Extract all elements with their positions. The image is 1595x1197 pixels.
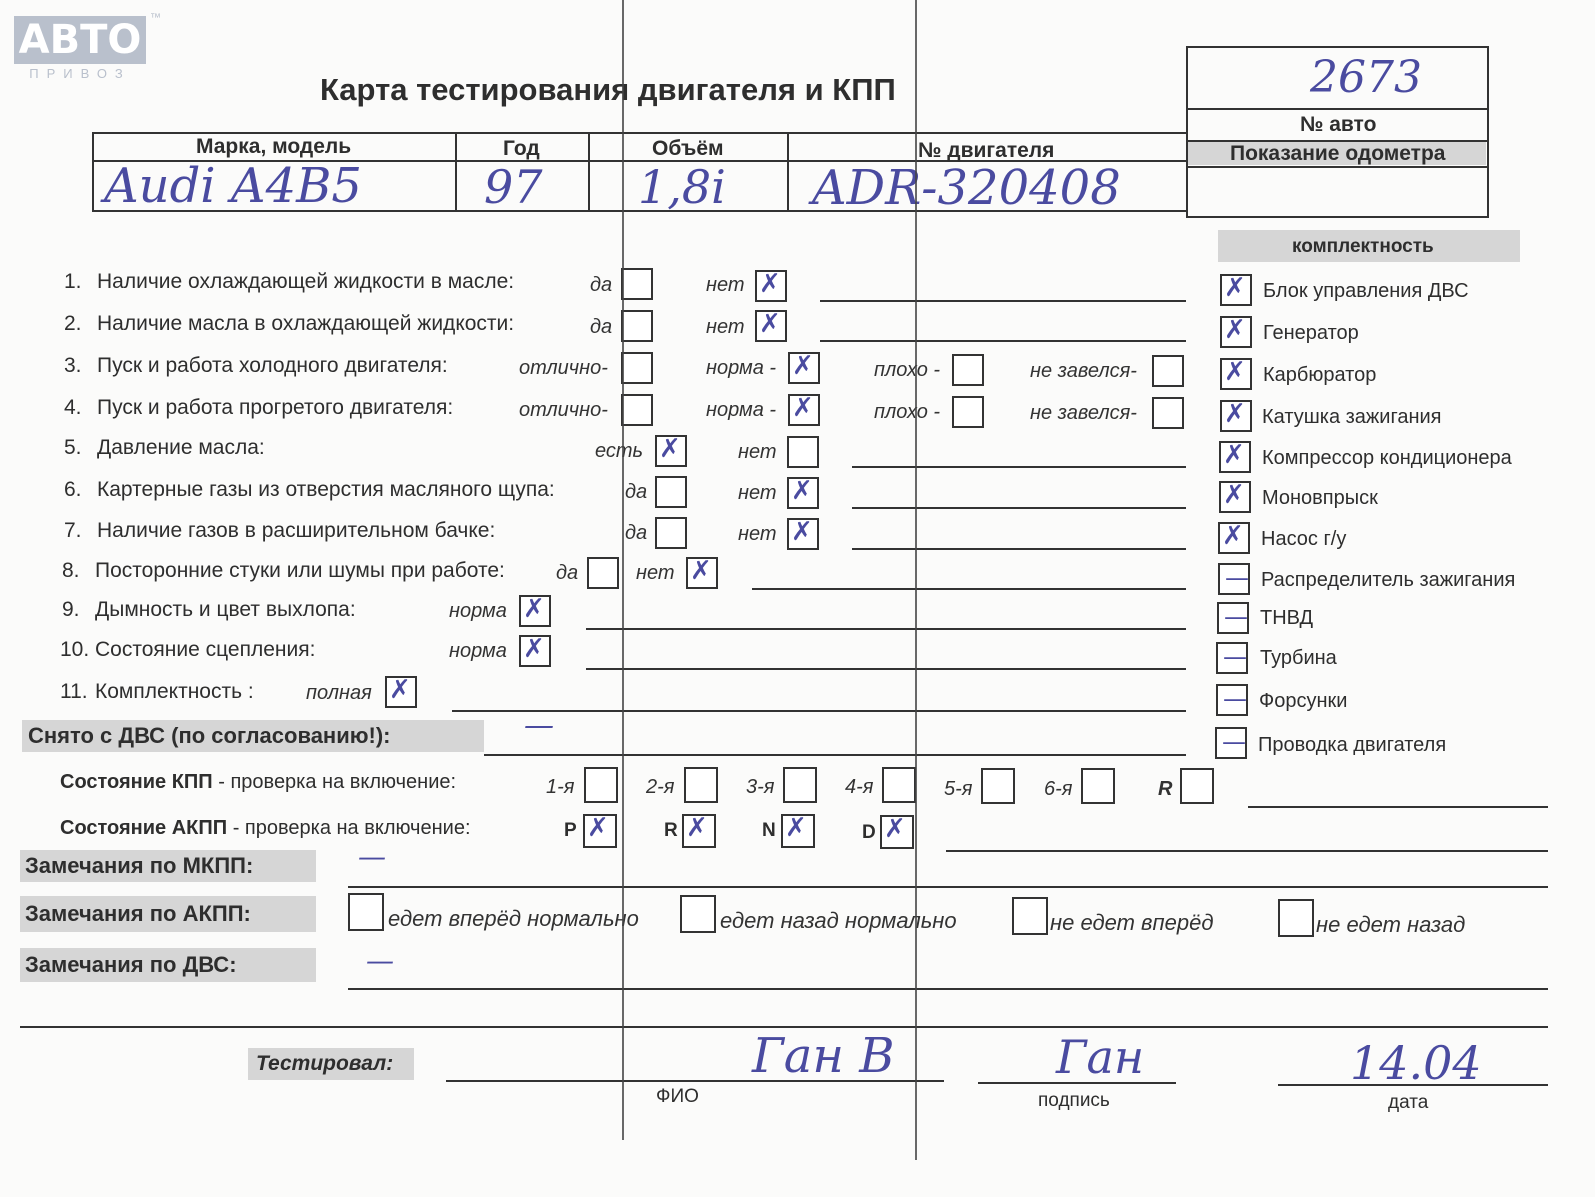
check-3-no-start-checkbox[interactable] [1152, 355, 1184, 387]
check-7-no-checkbox[interactable] [787, 518, 819, 550]
check-mark: ✗ [1224, 273, 1246, 303]
volume-value: 1,8i [638, 160, 726, 214]
check-mark: ✗ [785, 813, 807, 843]
check-mark: ✗ [523, 634, 545, 664]
check-mark: ✗ [659, 434, 681, 464]
dash-mark: — [1225, 564, 1249, 592]
fold-line [622, 0, 624, 1140]
check-4-no-start-checkbox[interactable] [1152, 397, 1184, 429]
check-1-no-checkbox[interactable] [755, 270, 787, 302]
remarks-mkpp-value: — [358, 840, 386, 873]
check-8-number: 8. [62, 559, 80, 582]
check-4-opt-bad: плохо - [874, 401, 941, 423]
check-mark: ✗ [1224, 315, 1246, 345]
check-6-no-checkbox[interactable] [787, 477, 819, 509]
check-1-opt-yes: да [590, 274, 613, 296]
completeness-ac-compressor-checkbox[interactable] [1219, 441, 1251, 473]
engine-number-label: № двигателя [918, 139, 1055, 162]
signature-label: подпись [1038, 1090, 1110, 1111]
check-8-opt-yes: да [556, 562, 579, 584]
completeness-generator-checkbox[interactable] [1220, 316, 1252, 348]
page-title: Карта тестирования двигателя и КПП [320, 72, 896, 107]
check-6-opt-yes: да [625, 481, 648, 503]
brand-value: Audi A4B5 [104, 158, 362, 214]
completeness-distributor-checkbox[interactable] [1218, 563, 1250, 595]
check-9-text: Дымность и цвет выхлопа: [95, 598, 356, 621]
akpp-mode-p-checkbox[interactable] [583, 814, 617, 848]
check-mark: ✗ [587, 813, 609, 843]
completeness-power-steering-pump-label: Насос г/у [1261, 528, 1347, 550]
fold-line [915, 0, 917, 1160]
kpp-gear-2-checkbox[interactable] [684, 767, 718, 803]
check-8-no-checkbox[interactable] [686, 557, 718, 589]
check-3-text: Пуск и работа холодного двигателя: [97, 354, 448, 377]
check-3-opt-bad: плохо - [874, 359, 941, 381]
check-2-no-checkbox[interactable] [755, 310, 787, 342]
check-11-opt-full: полная [306, 682, 372, 704]
check-7-yes-checkbox[interactable] [655, 517, 687, 549]
check-3-normal-checkbox[interactable] [788, 352, 820, 384]
kpp-gear-1-checkbox[interactable] [584, 767, 618, 803]
kpp-gear-r-label: R [1158, 778, 1173, 800]
check-mark: ✗ [1224, 399, 1246, 429]
date-label: дата [1388, 1092, 1429, 1113]
removed-value: — [524, 708, 554, 743]
check-11-full-checkbox[interactable] [385, 676, 417, 708]
completeness-injectors-checkbox[interactable] [1216, 684, 1248, 716]
remarks-akpp-label: Замечания по АКПП: [25, 901, 251, 926]
check-9-opt-normal: норма [449, 600, 507, 622]
check-mark: ✗ [1222, 521, 1244, 551]
check-mark: ✗ [1224, 357, 1246, 387]
completeness-monoinjection-label: Моновпрыск [1262, 487, 1378, 509]
check-mark: ✗ [884, 814, 906, 844]
check-4-normal-checkbox[interactable] [788, 394, 820, 426]
remarks-dvs-label: Замечания по ДВС: [25, 952, 237, 977]
dash-mark: — [1223, 643, 1247, 671]
car-number-label: № авто [1300, 113, 1377, 136]
check-5-opt-no: нет [738, 441, 777, 463]
check-9-normal-checkbox[interactable] [519, 595, 551, 627]
completeness-distributor-label: Распределитель зажигания [1261, 569, 1516, 591]
check-10-opt-normal: норма [449, 640, 507, 662]
akpp-reverse-ok-label: едет назад нормально [720, 908, 957, 933]
kpp-gear-6-label: 6-я [1044, 778, 1073, 800]
akpp-mode-p-label: P [564, 820, 577, 841]
akpp-label-rest: - проверка на включение: [227, 817, 471, 839]
completeness-generator-label: Генератор [1263, 322, 1359, 344]
completeness-ignition-coil-checkbox[interactable] [1220, 400, 1252, 432]
check-3-opt-excellent: отлично- [519, 357, 608, 379]
tested-by-label: Тестировал: [256, 1052, 394, 1075]
completeness-ignition-coil-label: Катушка зажигания [1262, 406, 1442, 428]
akpp-forward-ok-checkbox[interactable] [348, 893, 384, 931]
kpp-gear-2-label: 2-я [646, 776, 675, 798]
check-11-text: Комплектность : [95, 680, 254, 703]
dash-mark: — [1224, 603, 1248, 631]
kpp-gear-5-checkbox[interactable] [981, 768, 1015, 804]
check-6-opt-no: нет [738, 482, 777, 504]
kpp-gear-3-label: 3-я [746, 776, 775, 798]
akpp-mode-d-label: D [862, 822, 876, 843]
check-2-opt-yes: да [590, 316, 613, 338]
check-2-text: Наличие масла в охлаждающей жидкости: [97, 312, 515, 335]
kpp-label-rest: - проверка на включение: [212, 771, 457, 793]
check-mark: ✗ [1223, 440, 1245, 470]
check-3-bad-checkbox[interactable] [952, 354, 984, 386]
akpp-mode-n-checkbox[interactable] [781, 814, 815, 848]
volume-label: Объём [652, 137, 724, 160]
avto-privoz-logo [14, 16, 146, 64]
check-mark: ✗ [523, 594, 545, 624]
akpp-no-reverse-label: не едет назад [1316, 912, 1466, 937]
check-2-number: 2. [64, 312, 82, 335]
akpp-mode-r-checkbox[interactable] [682, 814, 716, 848]
completeness-ac-compressor-label: Компрессор кондиционера [1262, 447, 1512, 469]
check-3-excellent-checkbox[interactable] [621, 352, 653, 384]
check-3-opt-normal: норма - [706, 357, 777, 379]
kpp-label-bold: Состояние КПП [60, 771, 213, 793]
kpp-label [60, 771, 456, 794]
check-mark: ✗ [759, 269, 781, 299]
check-5-no-checkbox[interactable] [787, 436, 819, 468]
akpp-mode-r-label: R [664, 820, 678, 841]
check-7-opt-yes: да [625, 522, 648, 544]
logo-subtitle: ПРИВОЗ [29, 66, 131, 81]
completeness-ecu-label: Блок управления ДВС [1263, 280, 1469, 302]
check-mark: ✗ [389, 675, 411, 705]
check-mark: ✗ [792, 351, 814, 381]
akpp-no-forward-checkbox[interactable] [1012, 897, 1048, 935]
completeness-tnvd-checkbox[interactable] [1217, 602, 1249, 634]
check-10-number: 10. [60, 638, 90, 661]
engine-number-value: ADR-320408 [812, 160, 1121, 216]
check-6-number: 6. [64, 478, 82, 501]
check-mark: ✗ [792, 393, 814, 423]
check-11-number: 11. [60, 680, 88, 703]
check-mark: ✗ [791, 517, 813, 547]
completeness-carburetor-label: Карбюратор [1263, 364, 1377, 386]
check-2-opt-no: нет [706, 316, 745, 338]
check-mark: ✗ [791, 476, 813, 506]
completeness-wiring-label: Проводка двигателя [1258, 734, 1447, 756]
brand-label: Марка, модель [196, 135, 352, 158]
kpp-gear-r-checkbox[interactable] [1180, 768, 1214, 804]
completeness-wiring-checkbox[interactable] [1215, 727, 1247, 759]
check-5-number: 5. [64, 436, 82, 459]
removed-label: Снято с ДВС (по согласованию!): [28, 723, 391, 748]
card-number-value: 2673 [1310, 52, 1422, 103]
akpp-no-forward-label: не едет вперёд [1050, 910, 1214, 935]
kpp-gear-3-checkbox[interactable] [783, 767, 817, 803]
dash-mark: — [1223, 685, 1247, 713]
check-7-text: Наличие газов в расширительном бачке: [97, 519, 496, 542]
check-10-text: Состояние сцепления: [95, 638, 316, 661]
kpp-gear-1-label: 1-я [546, 776, 575, 798]
completeness-title: комплектность [1292, 236, 1434, 257]
completeness-ecu-checkbox[interactable] [1220, 274, 1252, 306]
remarks-dvs-value: — [366, 944, 394, 977]
kpp-gear-4-label: 4-я [845, 776, 874, 798]
check-1-text: Наличие охлаждающей жидкости в масле: [97, 270, 515, 293]
check-8-yes-checkbox[interactable] [587, 557, 619, 589]
check-1-opt-no: нет [706, 274, 745, 296]
check-9-number: 9. [62, 598, 80, 621]
year-value: 97 [484, 160, 543, 214]
check-mark: ✗ [759, 309, 781, 339]
akpp-mode-d-checkbox[interactable] [880, 815, 914, 849]
kpp-gear-4-checkbox[interactable] [882, 767, 916, 803]
check-4-excellent-checkbox[interactable] [621, 394, 653, 426]
check-4-opt-normal: норма - [706, 399, 777, 421]
check-7-opt-no: нет [738, 523, 777, 545]
dash-mark: — [1222, 728, 1246, 756]
logo-text: АВТО [18, 17, 142, 63]
check-4-opt-no-start: не завелся- [1030, 402, 1137, 424]
check-4-bad-checkbox[interactable] [952, 396, 984, 428]
check-1-yes-checkbox[interactable] [621, 268, 653, 300]
check-6-text: Картерные газы из отверстия масляного щупа: [97, 478, 555, 501]
kpp-gear-5-label: 5-я [944, 778, 973, 800]
check-8-text: Посторонние стуки или шумы при работе: [95, 559, 505, 582]
akpp-no-reverse-checkbox[interactable] [1278, 899, 1314, 937]
check-mark: ✗ [1223, 480, 1245, 510]
date-value: 14.04 [1350, 1036, 1482, 1090]
signature-value: Ган [1056, 1030, 1145, 1084]
odometer-label: Показание одометра [1230, 142, 1446, 165]
fio-label: ФИО [656, 1086, 699, 1107]
completeness-carburetor-checkbox[interactable] [1220, 358, 1252, 390]
completeness-turbine-checkbox[interactable] [1216, 642, 1248, 674]
akpp-label-bold: Состояние АКПП [60, 817, 228, 839]
check-6-yes-checkbox[interactable] [655, 476, 687, 508]
akpp-forward-ok-label: едет вперёд нормально [388, 906, 639, 931]
completeness-monoinjection-checkbox[interactable] [1219, 481, 1251, 513]
check-2-yes-checkbox[interactable] [621, 310, 653, 342]
akpp-mode-n-label: N [762, 820, 776, 841]
check-8-opt-no: нет [636, 562, 675, 584]
check-1-number: 1. [64, 270, 82, 293]
year-label: Год [503, 137, 540, 160]
check-5-text: Давление масла: [97, 436, 265, 459]
check-mark: ✗ [690, 556, 712, 586]
check-4-opt-excellent: отлично- [519, 399, 608, 421]
check-10-normal-checkbox[interactable] [519, 635, 551, 667]
remarks-mkpp-label: Замечания по МКПП: [25, 853, 254, 878]
completeness-injectors-label: Форсунки [1259, 690, 1348, 712]
completeness-tnvd-label: ТНВД [1260, 607, 1314, 629]
logo-trademark: ™ [150, 12, 161, 24]
check-5-opt-yes: есть [595, 440, 644, 462]
akpp-reverse-ok-checkbox[interactable] [680, 895, 716, 933]
completeness-turbine-label: Турбина [1260, 647, 1337, 669]
check-3-number: 3. [64, 354, 82, 377]
check-4-text: Пуск и работа прогретого двигателя: [97, 396, 454, 419]
fio-value: Ган В [752, 1028, 895, 1084]
akpp-label [60, 817, 471, 840]
kpp-gear-6-checkbox[interactable] [1081, 768, 1115, 804]
completeness-power-steering-pump-checkbox[interactable] [1218, 522, 1250, 554]
check-mark: ✗ [686, 813, 708, 843]
check-3-opt-no-start: не завелся- [1030, 360, 1137, 382]
check-7-number: 7. [64, 519, 82, 542]
check-5-yes-checkbox[interactable] [655, 435, 687, 467]
check-4-number: 4. [64, 396, 82, 419]
